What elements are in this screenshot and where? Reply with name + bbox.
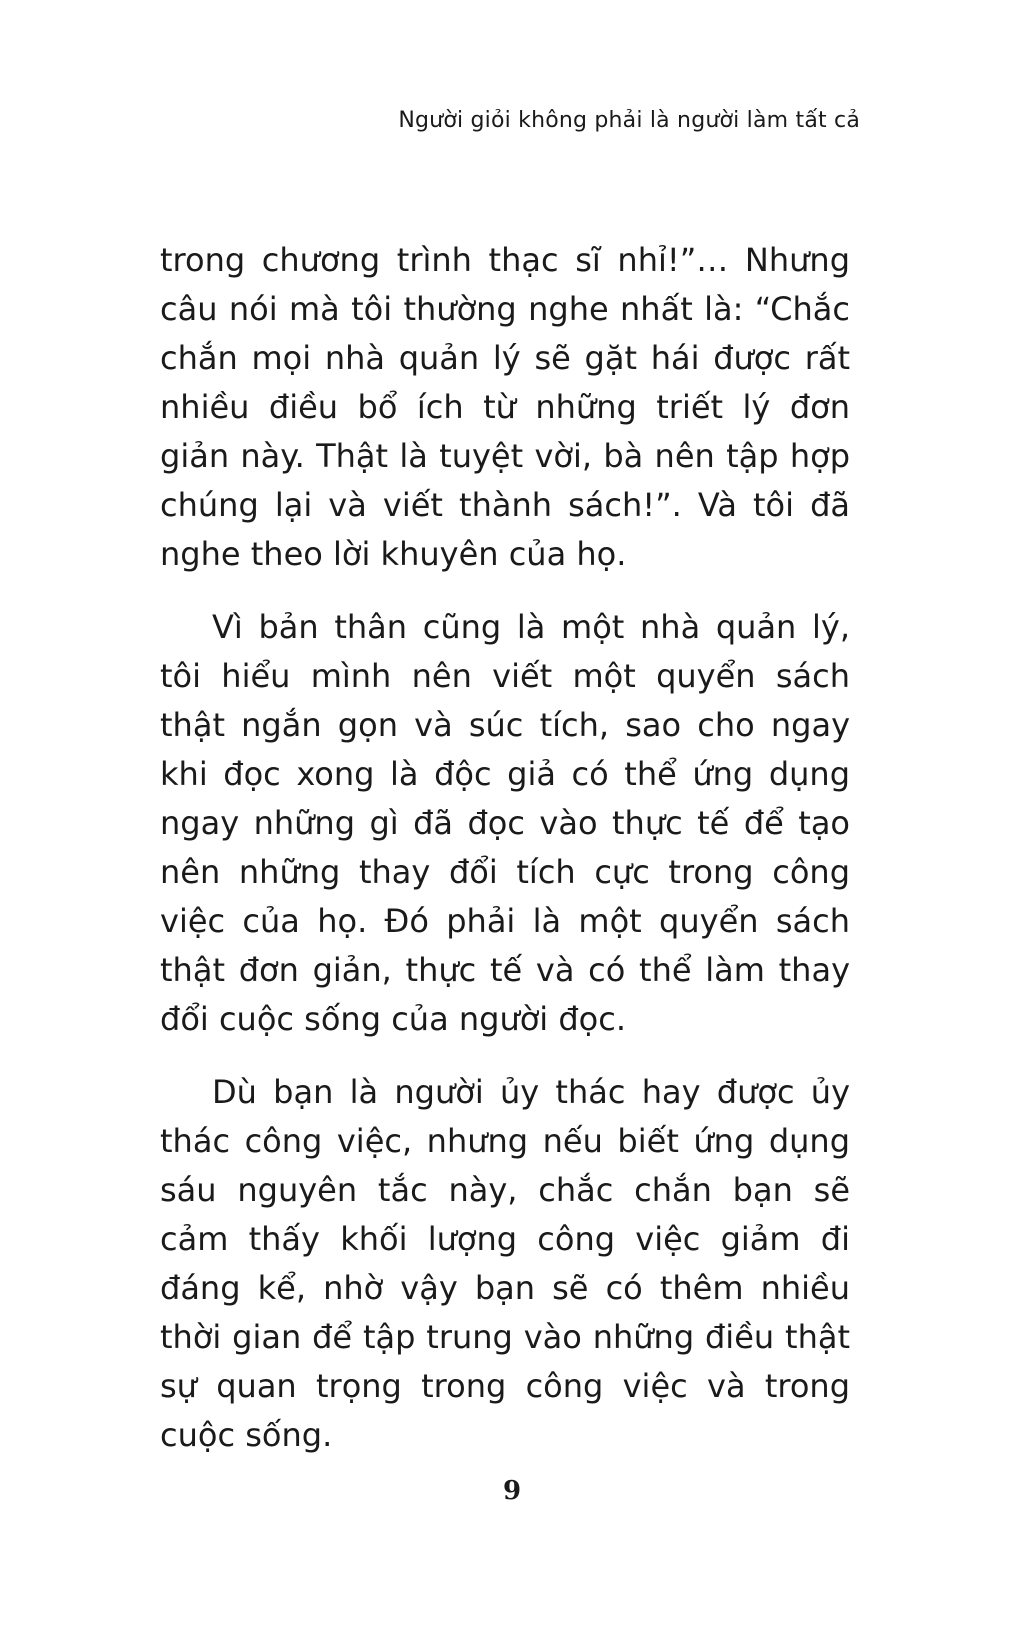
running-header-title: Người giỏi không phải là người làm tất cả [398,108,860,133]
page-number: 9 [502,1476,522,1506]
paragraph-2: Vì bản thân cũng là một nhà quản lý, tôi hiểu mình nên viết một quyển sách thật ngắn gọn và súc tích, sao cho ngay khi đọc xong là độc giả có thể ứng dụng ngay những gì đã đọc vào thực tế để tạo nên những thay đổi tích cực trong công việc của họ. Đó phải là một quyển sách thật đơn giản, thực tế và có thể làm thay đổi cuộc sống của người đọc. [160,608,850,1038]
paragraph-1: trong chương trình thạc sĩ nhỉ!”… Nhưng câu nói mà tôi thường nghe nhất là: “Chắc chắn mọi nhà quản lý sẽ gặt hái được rất nhiều điều bổ ích từ những triết lý đơn giản này. Thật là tuyệt vời, bà nên tập hợp chúng lại và viết thành sách!”. Và tôi đã nghe theo lời khuyên của họ. [160,241,850,573]
paragraph-3: Dù bạn là người ủy thác hay được ủy thác công việc, nhưng nếu biết ứng dụng sáu nguyên tắc này, chắc chắn bạn sẽ cảm thấy khối lượng công việc giảm đi đáng kể, nhờ vậy bạn sẽ có thêm nhiều thời gian để tập trung vào những điều thật sự quan trọng trong công việc và trong cuộc sống. [160,1073,850,1454]
page-body [160,236,850,1484]
